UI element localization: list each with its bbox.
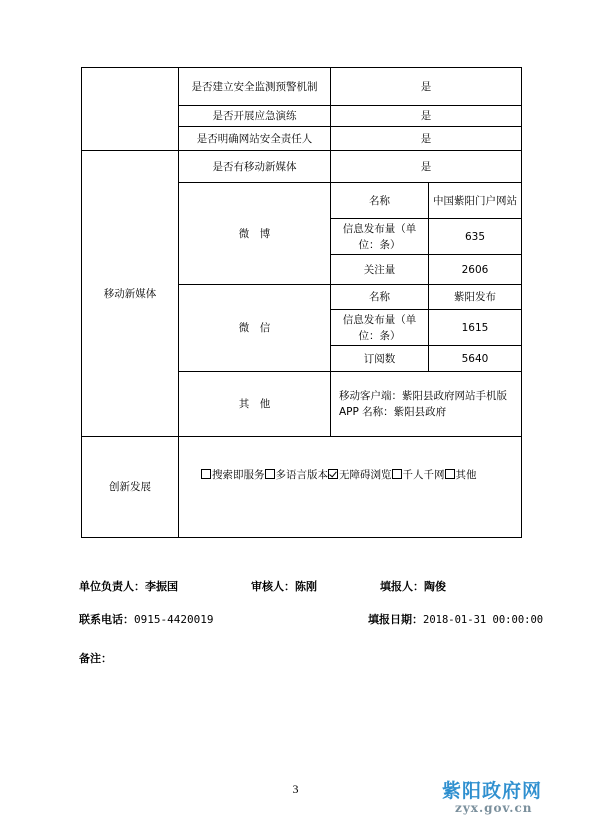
- filler-label: 填报人：: [380, 580, 424, 593]
- checkbox-icon[interactable]: [265, 469, 275, 479]
- mobile-section-label: 移动新媒体: [82, 151, 179, 437]
- reviewer-label: 审核人：: [251, 580, 295, 593]
- option-multi-language[interactable]: 多语言版本: [265, 469, 329, 481]
- page-number: 3: [292, 782, 299, 796]
- security-label-3: 是否明确网站安全责任人: [179, 127, 331, 151]
- filler: [380, 578, 446, 594]
- option-other[interactable]: 其他: [445, 469, 477, 481]
- date-label: 填报日期：: [368, 613, 423, 626]
- checkbox-checked-icon[interactable]: [328, 469, 338, 479]
- weibo-posts-value: 635: [429, 219, 522, 255]
- weibo-follow-value: 2606: [429, 255, 522, 285]
- weibo-follow-label: 关注量: [331, 255, 429, 285]
- other-value: 移动客户端：紫阳县政府网站手机版 APP 名称：紫阳县政府: [331, 372, 522, 437]
- remark-label: 备注：: [79, 652, 112, 665]
- report-table: [81, 67, 522, 538]
- weibo-name-label: 名称: [331, 183, 429, 219]
- weixin-posts-value: 1615: [429, 310, 522, 346]
- watermark-logo: 紫阳政府网: [442, 780, 543, 802]
- innovation-options: [179, 437, 522, 538]
- has-mobile-value: 是: [331, 151, 522, 183]
- security-value-3: 是: [331, 127, 522, 151]
- innovation-section-label: 创新发展: [82, 437, 179, 538]
- checkbox-icon[interactable]: [201, 469, 211, 479]
- option-accessibility[interactable]: 无障碍浏览: [328, 469, 392, 481]
- reviewer: [251, 578, 317, 594]
- weibo-label: 微 博: [179, 183, 331, 285]
- unit-head-label: 单位负责人：: [79, 580, 145, 593]
- option-search-service[interactable]: 搜索即服务: [201, 469, 265, 481]
- other-label: 其 他: [179, 372, 331, 437]
- weixin-posts-label: 信息发布量（单位：条）: [331, 310, 429, 346]
- filler-value: 陶俊: [424, 580, 446, 593]
- weibo-name-value: 中国紫阳门户网站: [429, 183, 522, 219]
- date-value: 2018-01-31 00:00:00: [423, 614, 544, 626]
- reviewer-value: 陈刚: [295, 580, 317, 593]
- security-section-cell: [82, 68, 179, 151]
- security-value-2: 是: [331, 106, 522, 127]
- watermark-url: zyx.gov.cn: [455, 801, 533, 815]
- phone-value: 0915-4420019: [134, 613, 214, 626]
- report-date: [368, 611, 543, 627]
- weixin-name-value: 紫阳发布: [429, 285, 522, 310]
- unit-head: [79, 578, 178, 594]
- checkbox-icon[interactable]: [392, 469, 402, 479]
- weibo-posts-label: 信息发布量（单位：条）: [331, 219, 429, 255]
- security-label-1: 是否建立安全监测预警机制: [179, 68, 331, 106]
- weixin-subs-label: 订阅数: [331, 346, 429, 372]
- weixin-label: 微 信: [179, 285, 331, 372]
- security-label-2: 是否开展应急演练: [179, 106, 331, 127]
- checkbox-icon[interactable]: [445, 469, 455, 479]
- contact-phone: [79, 611, 213, 627]
- phone-label: 联系电话：: [79, 613, 134, 626]
- option-personalized[interactable]: 千人千网: [392, 469, 445, 481]
- remark: [79, 650, 112, 666]
- security-value-1: 是: [331, 68, 522, 106]
- has-mobile-label: 是否有移动新媒体: [179, 151, 331, 183]
- unit-head-value: 李振国: [145, 580, 178, 593]
- weixin-subs-value: 5640: [429, 346, 522, 372]
- weixin-name-label: 名称: [331, 285, 429, 310]
